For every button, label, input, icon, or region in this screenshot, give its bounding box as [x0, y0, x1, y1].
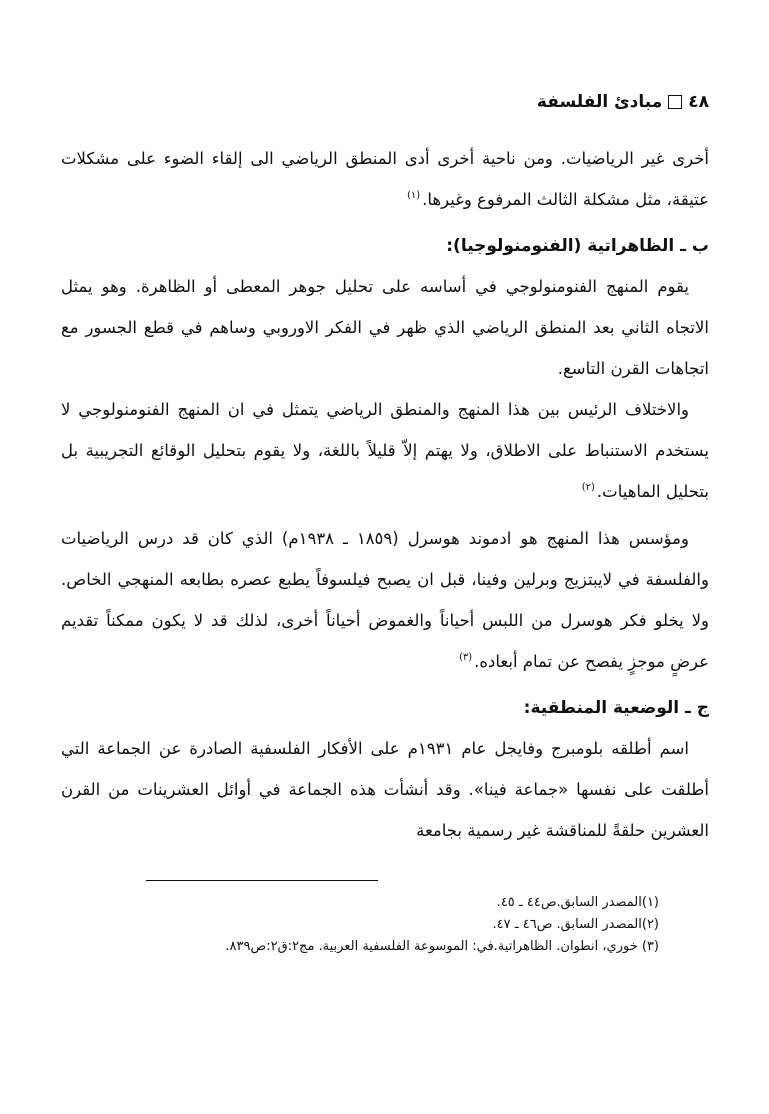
section-c-heading: ج ـ الوضعية المنطقية:	[523, 698, 709, 718]
footnote-ref-2[interactable]: (٢)	[581, 482, 595, 493]
footnote-ref-3[interactable]: (٣)	[458, 652, 473, 663]
footnote-2: (٢)المصدر السابق. ص٤٦ ـ ٤٧.	[492, 917, 659, 932]
footnote-1: (١)المصدر السابق.ص٤٤ ـ ٤٥.	[496, 895, 659, 910]
section-c-paragraph-1: اسم أطلقه بلومبرج وفايجل عام ١٩٣١م على الأفكار الفلسفية الصادرة عن الجماعة التي أطلقت على نفسها «جماعة فينا». وقد أنشأت هذه الجماعة في أوائل العشرينات من القرن العشرين حلقةً للمناقشة غير رسمية بجامعة	[61, 739, 709, 840]
section-b-paragraph-1: يقوم المنهج الفنومنولوجي في أساسه على تحليل جوهر المعطى أو الظاهرة. وهو يمثل الاتجاه الثاني بعد المنطق الرياضي الذي ظهر في الفكر الاوروبي وساهم في قطع الجسور مع اتجاهات القرن التاسع.	[61, 277, 709, 378]
book-title: مبادئ الفلسفة	[536, 92, 663, 112]
square-bullet-icon	[668, 95, 682, 109]
page-number: ٤٨	[688, 92, 709, 112]
running-header	[537, 92, 709, 112]
footnotes	[99, 892, 659, 958]
section-b-paragraph-2: والاختلاف الرئيس بين هذا المنهج والمنطق الرياضي يتمثل في ان المنهج الفنومنولوجي لا يستخدم الاستنباط على الاطلاق، ولا يهتم إلاّ قليلاً باللغة، ولا يقوم بتحليل الوقائع التجريبية بل بتحليل الماهيات.$^{(٢)}$	[61, 400, 709, 501]
section-b-heading: ب ـ الظاهراتية (الفنومنولوجيا):	[446, 236, 709, 256]
main-text	[61, 138, 709, 851]
section-b-paragraph-3: ومؤسس هذا المنهج هو ادموند هوسرل (١٨٥٩ ـ ١٩٣٨م) الذي كان قد درس الرياضيات والفلسفة في لايبتزيج وبرلين وفينا، قبل ان يصبح فيلسوفاً يطبع عصره بطابعه المنهجي الخاص. ولا يخلو فكر هوسرل من اللبس أحياناً والغموض أحياناً أخرى، لذلك قد لا يكون ممكناً تقديم عرضٍ موجزٍ يفصح عن تمام أبعاده.$^{(٣)}$	[61, 529, 709, 671]
footnote-ref-1[interactable]: (١)	[406, 190, 421, 201]
footnote-separator	[146, 880, 378, 881]
intro-paragraph: أخرى غير الرياضيات. ومن ناحية أخرى أدى المنطق الرياضي الى إلقاء الضوء على مشكلات عتيقة، مثل مشكلة الثالث المرفوع وغيرها.$^{(١)}$	[61, 149, 709, 209]
footnote-3: (٣) خوري، انطوان. الظاهراتية.في: الموسوعة الفلسفية العربية. مج٢:ق٢:ص٨٣٩.	[225, 939, 659, 954]
